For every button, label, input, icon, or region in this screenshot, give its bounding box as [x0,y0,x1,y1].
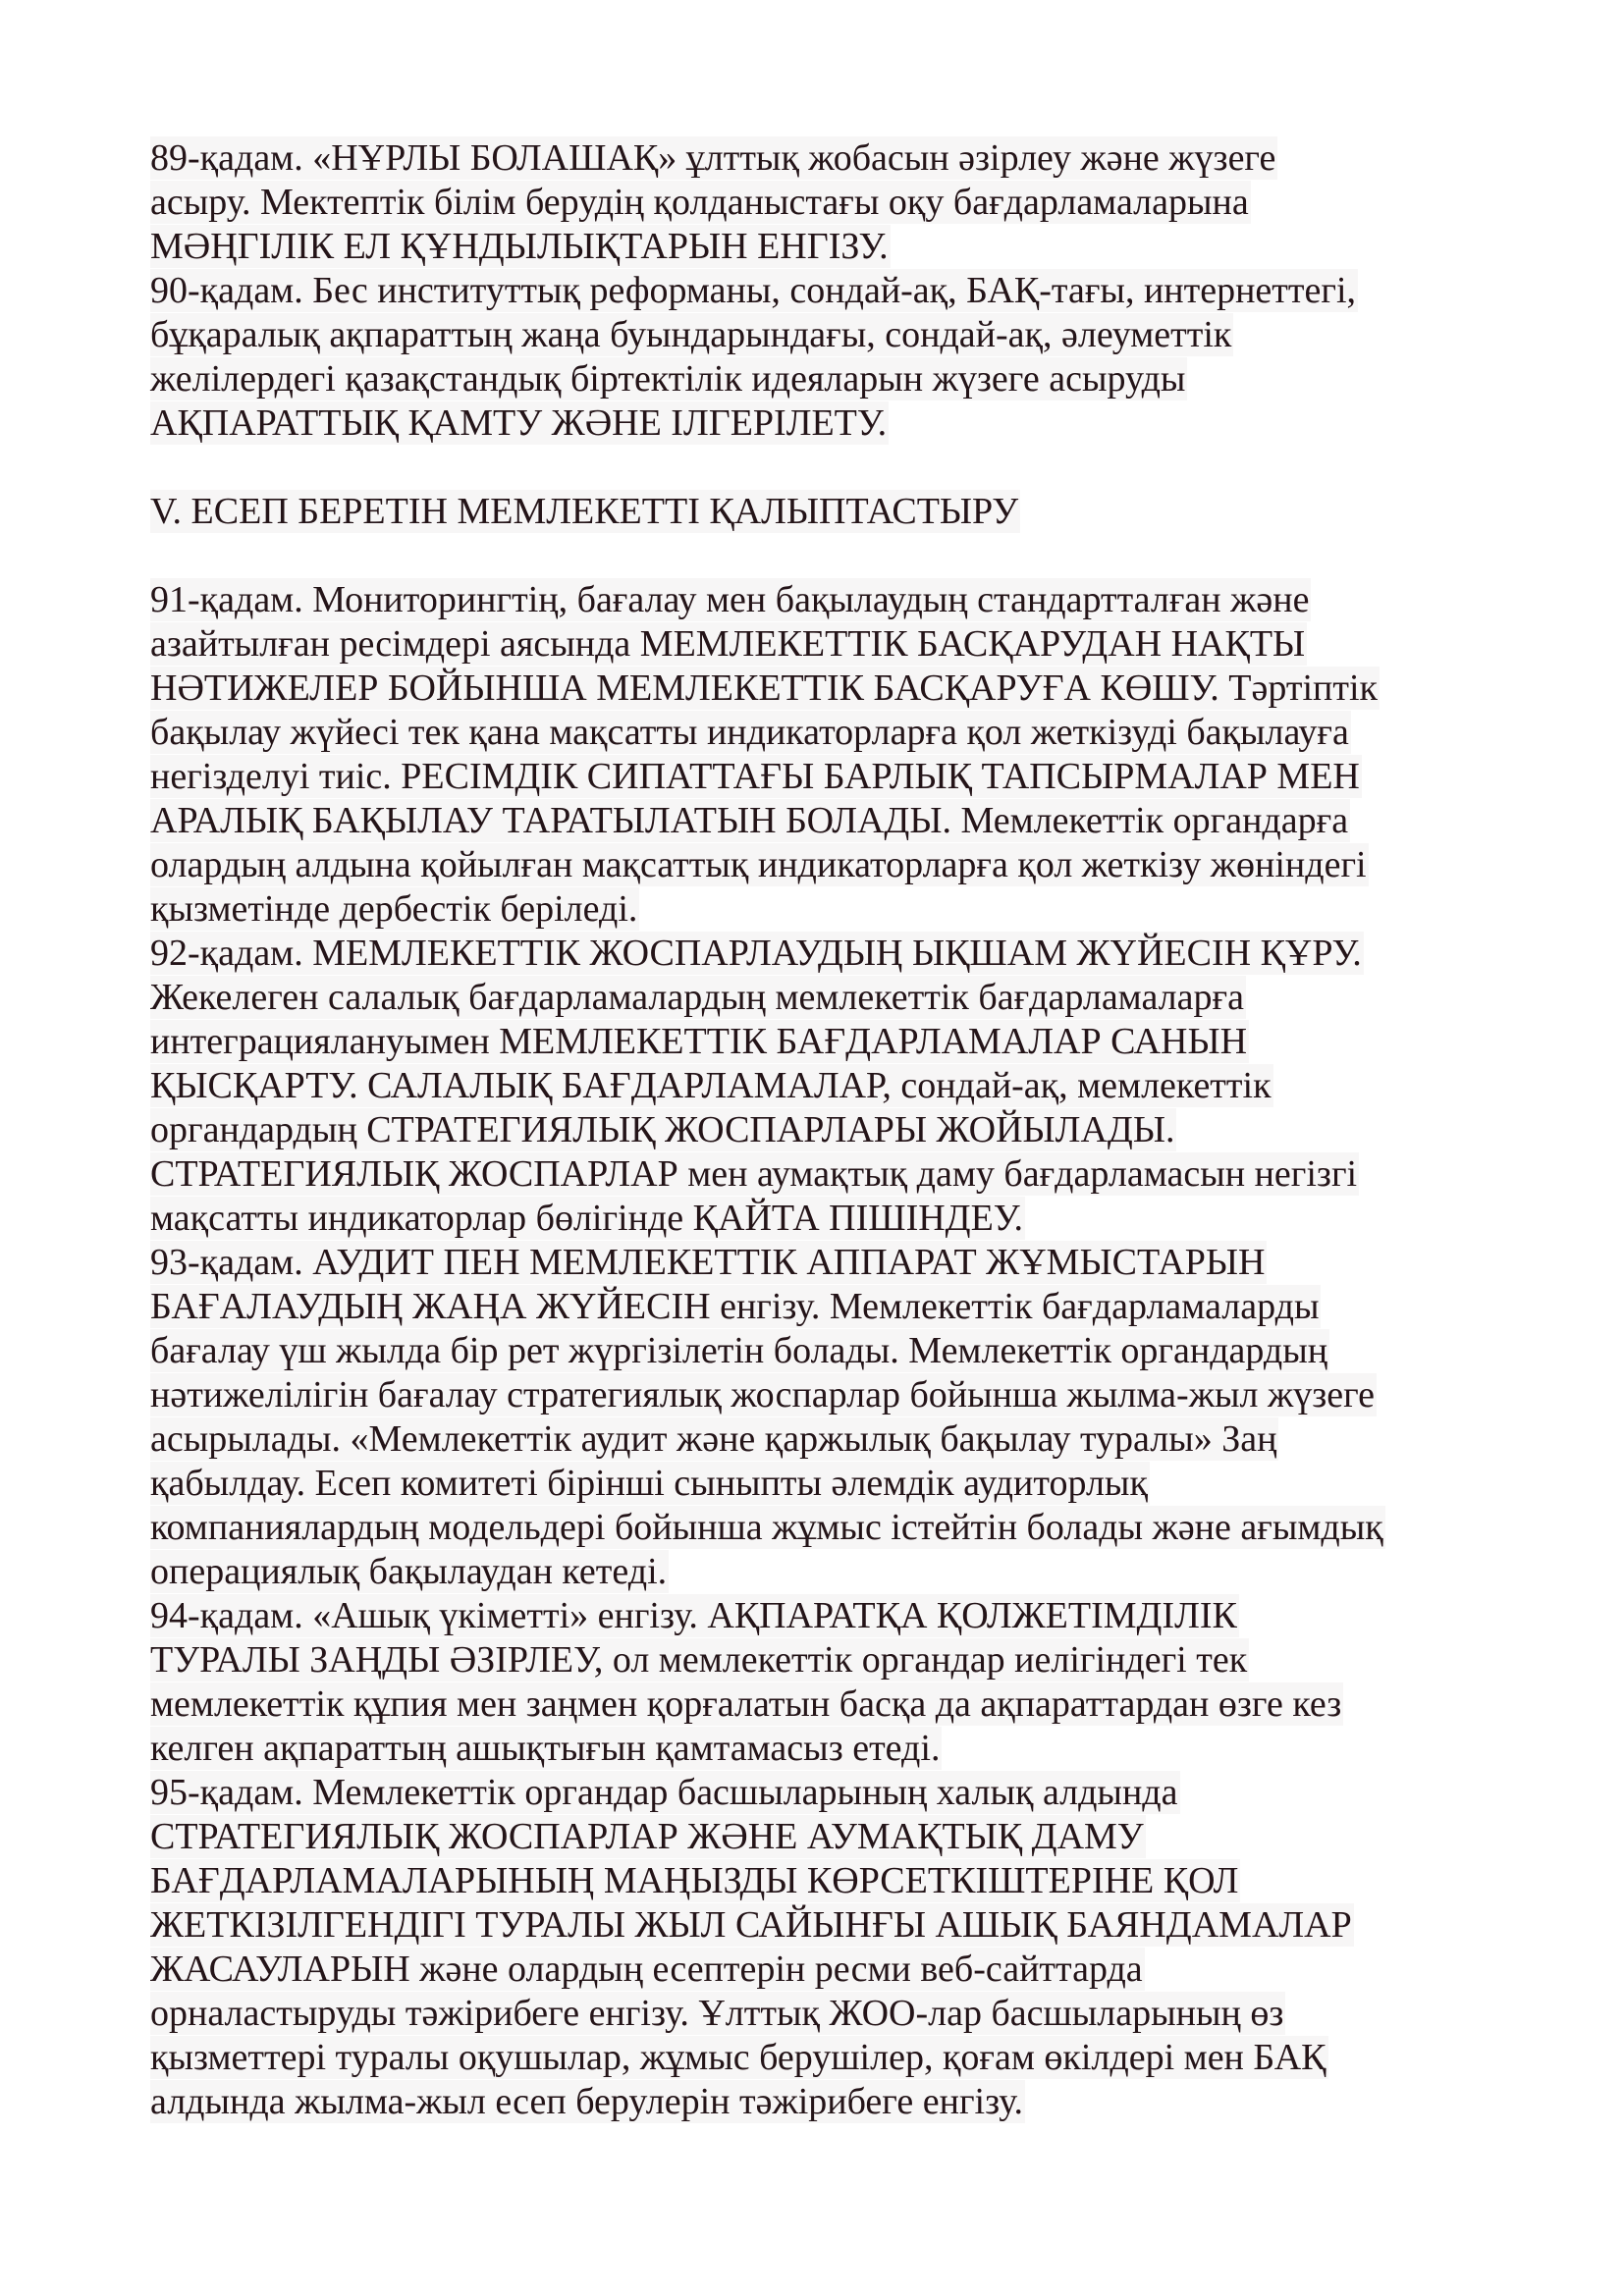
line-text: ҚЫСҚАРТУ. САЛАЛЫҚ БАҒДАРЛАМАЛАР, сондай-ақ, мемлекеттік [150,1065,1272,1106]
line-text: 95-қадам. Мемлекеттік органдар басшыларының халық алдында [150,1772,1178,1813]
line-text: келген ақпараттың ашықтығын қамтамасыз етеді. [150,1728,941,1769]
text-line [150,667,1486,711]
text-line [150,401,1486,446]
line-text: негізделуі тиіс. РЕСІМДІК СИПАТТАҒЫ БАРЛЫҚ ТАПСЫРМАЛАР МЕН [150,756,1360,797]
text-line [150,181,1486,225]
text-line [150,1152,1486,1197]
line-text: 90-қадам. Бес институттық реформаны, сондай-ақ, БАҚ-тағы, интернеттегі, [150,270,1357,311]
line-text: операциялық бақылаудан кетеді. [150,1551,668,1592]
text-line [150,711,1486,755]
text-line [150,269,1486,313]
line-text: ЖЕТКІЗІЛГЕНДІГІ ТУРАЛЫ ЖЫЛ САЙЫНҒЫ АШЫҚ БАЯНДАМАЛАР [150,1904,1352,1946]
text-line [150,1462,1486,1506]
line-text: компаниялардың модельдері бойынша жұмыс істейтін болады және ағымдық [150,1507,1383,1548]
line-text: қызметінде дербестік беріледі. [150,888,638,930]
text-line [150,1859,1486,1903]
text-line [150,1638,1486,1682]
line-text: БАҒДАРЛАМАЛАРЫНЫҢ МАҢЫЗДЫ КӨРСЕТКІШТЕРІНЕ ҚОЛ [150,1860,1239,1901]
text-line [150,755,1486,799]
line-text: 93-қадам. АУДИТ ПЕН МЕМЛЕКЕТТІК АППАРАТ ЖҰМЫСТАРЫН [150,1242,1266,1283]
section-heading-line [150,490,1486,534]
text-line [150,1903,1486,1948]
blank-line [150,446,1486,490]
text-line [150,1373,1486,1417]
line-text: нәтижелілігін бағалау стратегиялық жоспарлар бойынша жылма-жыл жүзеге [150,1374,1376,1415]
text-line [150,1948,1486,1992]
text-line [150,357,1486,401]
line-text: асыру. Мектептік білім берудің қолданыстағы оқу бағдарламаларына [150,182,1249,223]
line-text: азайтылған ресімдері аясында МЕМЛЕКЕТТІК БАСҚАРУДАН НАҚТЫ [150,623,1306,665]
line-text: интеграциялануымен МЕМЛЕКЕТТІК БАҒДАРЛАМАЛАР САНЫН [150,1021,1248,1062]
line-text: Жекелеген салалық бағдарламалардың мемлекеттік бағдарламаларға [150,977,1244,1018]
text-line [150,799,1486,843]
text-line [150,976,1486,1020]
blank-line [150,534,1486,578]
text-line [150,225,1486,269]
text-line [150,136,1486,181]
text-line [150,1197,1486,1241]
text-line [150,1417,1486,1462]
text-line [150,578,1486,622]
line-text: бақылау жүйесі тек қана мақсатты индикаторларға қол жеткізуді бақылауға [150,712,1349,753]
text-line [150,1594,1486,1638]
text-line [150,1992,1486,2036]
line-text: БАҒАЛАУДЫҢ ЖАҢА ЖҮЙЕСІН енгізу. Мемлекеттік бағдарламаларды [150,1286,1320,1327]
line-text: асырылады. «Мемлекеттік аудит және қаржылық бақылау туралы» Заң [150,1418,1277,1460]
text-line [150,622,1486,667]
line-text: ТУРАЛЫ ЗАҢДЫ ӘЗІРЛЕУ, ол мемлекеттік органдар иелігіндегі тек [150,1639,1248,1681]
text-line [150,2036,1486,2080]
text-line [150,1815,1486,1859]
line-text: мемлекеттік құпия мен заңмен қорғалатын басқа да ақпараттардан өзге кез [150,1683,1342,1725]
text-line [150,313,1486,357]
line-text: МӘҢГІЛІК ЕЛ ҚҰНДЫЛЫҚТАРЫН ЕНГІЗУ. [150,226,889,267]
text-line [150,1771,1486,1815]
text-line [150,1727,1486,1771]
text-line [150,1064,1486,1108]
text-line [150,1020,1486,1064]
text-line [150,1108,1486,1152]
text-line [150,1329,1486,1373]
line-text: НӘТИЖЕЛЕР БОЙЫНША МЕМЛЕКЕТТІК БАСҚАРУҒА КӨШУ. Тәртіптік [150,667,1379,709]
line-text: 92-қадам. МЕМЛЕКЕТТІК ЖОСПАРЛАУДЫҢ ЫҚШАМ ЖҮЙЕСІН ҚҰРУ. [150,933,1362,974]
line-text: АРАЛЫҚ БАҚЫЛАУ ТАРАТЫЛАТЫН БОЛАДЫ. Мемлекеттік органдарға [150,800,1349,841]
line-text: АҚПАРАТТЫҚ ҚАМТУ ЖӘНЕ ІЛГЕРІЛЕТУ. [150,402,888,444]
line-text: олардың алдына қойылған мақсаттық индикаторларға қол жеткізу жөніндегі [150,844,1367,885]
line-text: 94-қадам. «Ашық үкіметті» енгізу. АҚПАРАТҚА ҚОЛЖЕТІМДІЛІК [150,1595,1237,1636]
line-text: алдында жылма-жыл есеп берулерін тәжірибеге енгізу. [150,2081,1023,2122]
line-text: орналастыруды тәжірибеге енгізу. Ұлттық ЖОО-лар басшыларының өз [150,1993,1284,2034]
text-line [150,932,1486,976]
text-line [150,843,1486,887]
line-text: 91-қадам. Мониторингтің, бағалау мен бақылаудың стандартталған және [150,579,1310,620]
text-line [150,1241,1486,1285]
line-text: V. ЕСЕП БЕРЕТІН МЕМЛЕКЕТТІ ҚАЛЫПТАСТЫРУ [150,491,1019,532]
text-line [150,1285,1486,1329]
line-text: СТРАТЕГИЯЛЫҚ ЖОСПАРЛАР ЖӘНЕ АУМАҚТЫҚ ДАМУ [150,1816,1144,1857]
document-body [150,136,1486,2124]
line-text: бағалау үш жылда бір рет жүргізілетін болады. Мемлекеттік органдардың [150,1330,1328,1371]
line-text: мақсатты индикаторлар бөлігінде ҚАЙТА ПІШІНДЕУ. [150,1198,1024,1239]
line-text: бұқаралық ақпараттың жаңа буындарындағы, сондай-ақ, әлеуметтік [150,314,1232,355]
text-line [150,887,1486,932]
line-text: ЖАСАУЛАРЫН және олардың есептерін ресми веб-сайттарда [150,1949,1143,1990]
line-text: 89-қадам. «НҰРЛЫ БОЛАШАҚ» ұлттық жобасын әзірлеу және жүзеге [150,137,1276,179]
line-text: қызметтері туралы оқушылар, жұмыс берушілер, қоғам өкілдері мен БАҚ [150,2037,1326,2078]
text-line [150,1550,1486,1594]
line-text: органдардың СТРАТЕГИЯЛЫҚ ЖОСПАРЛАРЫ ЖОЙЫЛАДЫ. [150,1109,1175,1150]
text-line [150,1682,1486,1727]
text-line [150,1506,1486,1550]
line-text: қабылдау. Есеп комитеті бірінші сыныпты әлемдік аудиторлық [150,1463,1148,1504]
line-text: СТРАТЕГИЯЛЫҚ ЖОСПАРЛАР мен аумақтық даму бағдарламасын негізгі [150,1153,1358,1195]
line-text: желілердегі қазақстандық біртектілік идеяларын жүзеге асыруды [150,358,1186,400]
text-line [150,2080,1486,2124]
